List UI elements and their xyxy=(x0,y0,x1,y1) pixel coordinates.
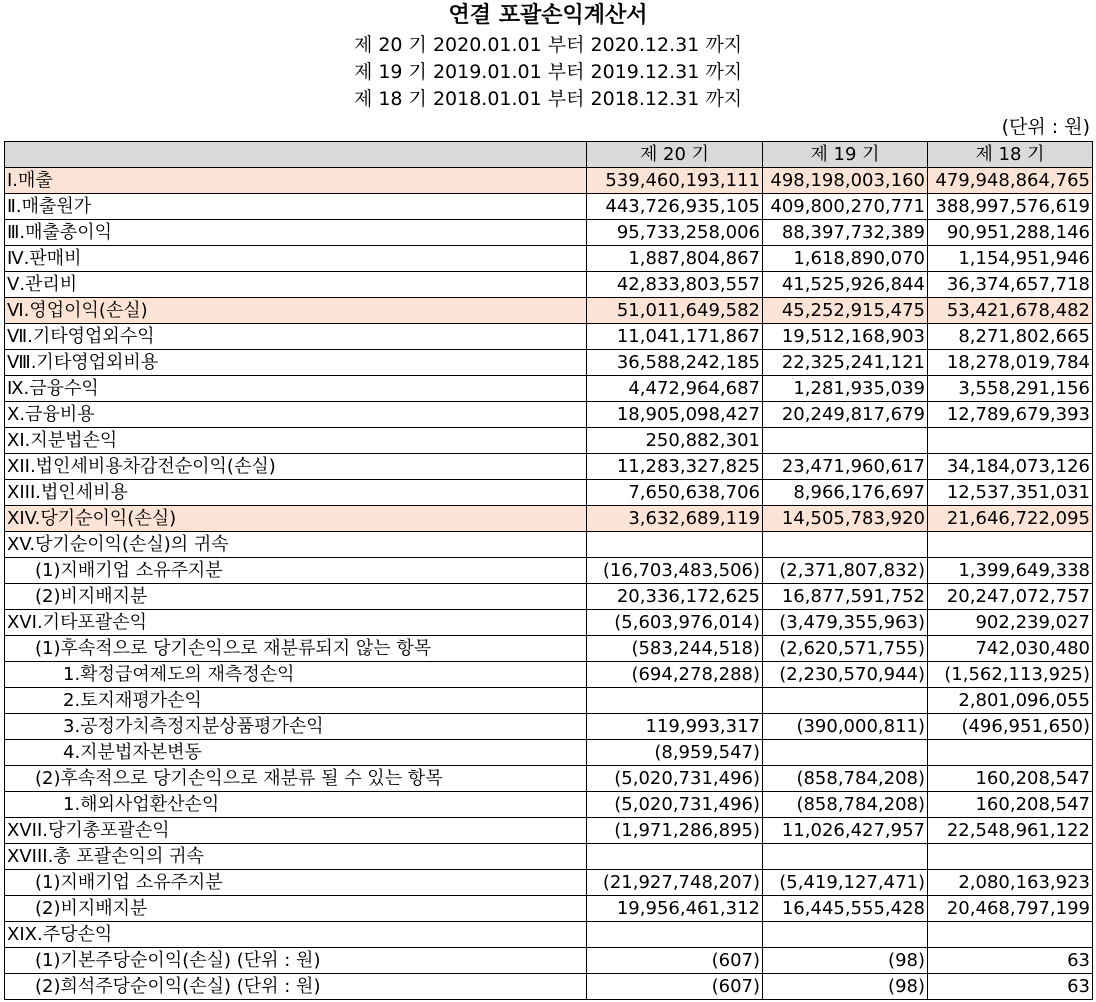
period-20-value: (16,703,483,506) xyxy=(587,558,763,584)
period-18-value xyxy=(928,532,1093,558)
period-18-value: 63 xyxy=(928,974,1093,1000)
period-20-value: (1,971,286,895) xyxy=(587,818,763,844)
table-row xyxy=(5,688,1093,714)
period-18-value: 36,374,657,718 xyxy=(928,272,1093,298)
period-19-value: 8,966,176,697 xyxy=(763,480,928,506)
table-row xyxy=(5,636,1093,662)
table-row xyxy=(5,194,1093,220)
table-row xyxy=(5,298,1093,324)
table-row xyxy=(5,376,1093,402)
table-row xyxy=(5,766,1093,792)
account-label: XIX.주당손익 xyxy=(5,922,587,948)
period-19-value xyxy=(763,532,928,558)
unit-label: (단위 : 원) xyxy=(1001,116,1090,138)
period-18-value: 1,154,951,946 xyxy=(928,246,1093,272)
table-row xyxy=(5,558,1093,584)
account-label: XVIII.총 포괄손익의 귀속 xyxy=(5,844,587,870)
period-line-3: 제 18 기 2018.01.01 부터 2018.12.31 까지 xyxy=(353,88,743,110)
account-label: 1.확정급여제도의 재측정손익 xyxy=(5,662,587,688)
period-20-value: (607) xyxy=(587,948,763,974)
period-20-value: (694,278,288) xyxy=(587,662,763,688)
table-row xyxy=(5,818,1093,844)
period-20-value: 119,993,317 xyxy=(587,714,763,740)
period-20-value: 51,011,649,582 xyxy=(587,298,763,324)
period-19-value: (5,419,127,471) xyxy=(763,870,928,896)
period-18-value: 34,184,073,126 xyxy=(928,454,1093,480)
header-period-19: 제 19 기 xyxy=(763,142,928,168)
account-label: 1.해외사업환산손익 xyxy=(5,792,587,818)
period-20-value: 3,632,689,119 xyxy=(587,506,763,532)
income-statement-table xyxy=(4,141,1093,1000)
account-label: (1)기본주당순이익(손실) (단위 : 원) xyxy=(5,948,587,974)
period-19-value xyxy=(763,844,928,870)
account-label: Ⅳ.판매비 xyxy=(5,246,587,272)
table-header-row xyxy=(5,142,1093,168)
account-label: Ⅸ.금융수익 xyxy=(5,376,587,402)
period-19-value: 409,800,270,771 xyxy=(763,194,928,220)
account-label: 4.지분법자본변동 xyxy=(5,740,587,766)
table-row xyxy=(5,402,1093,428)
period-20-value: 42,833,803,557 xyxy=(587,272,763,298)
table-row xyxy=(5,662,1093,688)
period-19-value: 45,252,915,475 xyxy=(763,298,928,324)
table-row xyxy=(5,974,1093,1000)
period-20-value xyxy=(587,844,763,870)
period-19-value: 22,325,241,121 xyxy=(763,350,928,376)
account-label: (2)후속적으로 당기손익으로 재분류 될 수 있는 항목 xyxy=(5,766,587,792)
period-18-value: 388,997,576,619 xyxy=(928,194,1093,220)
account-label: 2.토지재평가손익 xyxy=(5,688,587,714)
period-20-value: 539,460,193,111 xyxy=(587,168,763,194)
period-18-value: 12,537,351,031 xyxy=(928,480,1093,506)
period-18-value: (496,951,650) xyxy=(928,714,1093,740)
table-row xyxy=(5,610,1093,636)
account-label: (2)희석주당순이익(손실) (단위 : 원) xyxy=(5,974,587,1000)
period-18-value: 21,646,722,095 xyxy=(928,506,1093,532)
period-20-value: (5,603,976,014) xyxy=(587,610,763,636)
report-title: 연결 포괄손익계산서 xyxy=(448,3,648,28)
period-18-value: 63 xyxy=(928,948,1093,974)
period-18-value: 2,801,096,055 xyxy=(928,688,1093,714)
account-label: XII.법인세비용차감전순이익(손실) xyxy=(5,454,587,480)
period-18-value: 20,247,072,757 xyxy=(928,584,1093,610)
account-label: (1)지배기업 소유주지분 xyxy=(5,870,587,896)
table-row xyxy=(5,792,1093,818)
header-account xyxy=(5,142,587,168)
period-20-value: (8,959,547) xyxy=(587,740,763,766)
period-20-value: 11,041,171,867 xyxy=(587,324,763,350)
period-20-value: 20,336,172,625 xyxy=(587,584,763,610)
period-20-value: 1,887,804,867 xyxy=(587,246,763,272)
period-19-value xyxy=(763,740,928,766)
table-row xyxy=(5,454,1093,480)
period-19-value: (2,371,807,832) xyxy=(763,558,928,584)
table-row xyxy=(5,532,1093,558)
period-18-value: 90,951,288,146 xyxy=(928,220,1093,246)
account-label: (1)지배기업 소유주지분 xyxy=(5,558,587,584)
account-label: XIV.당기순이익(손실) xyxy=(5,506,587,532)
table-row xyxy=(5,272,1093,298)
period-18-value xyxy=(928,844,1093,870)
period-20-value: 95,733,258,006 xyxy=(587,220,763,246)
period-19-value: 1,618,890,070 xyxy=(763,246,928,272)
table-row xyxy=(5,350,1093,376)
period-20-value: (5,020,731,496) xyxy=(587,792,763,818)
account-label: Ⅰ.매출 xyxy=(5,168,587,194)
period-18-value: 53,421,678,482 xyxy=(928,298,1093,324)
period-18-value: 8,271,802,665 xyxy=(928,324,1093,350)
period-20-value: 19,956,461,312 xyxy=(587,896,763,922)
period-19-value: (2,620,571,755) xyxy=(763,636,928,662)
period-19-value: (98) xyxy=(763,948,928,974)
period-20-value xyxy=(587,688,763,714)
period-19-value: 16,445,555,428 xyxy=(763,896,928,922)
period-19-value: 11,026,427,957 xyxy=(763,818,928,844)
period-18-value: (1,562,113,925) xyxy=(928,662,1093,688)
table-row xyxy=(5,428,1093,454)
account-label: XVII.당기총포괄손익 xyxy=(5,818,587,844)
table-row xyxy=(5,168,1093,194)
table-row xyxy=(5,844,1093,870)
table-row xyxy=(5,480,1093,506)
account-label: (2)비지배지분 xyxy=(5,584,587,610)
account-label: (2)비지배지분 xyxy=(5,896,587,922)
period-18-value: 22,548,961,122 xyxy=(928,818,1093,844)
period-18-value: 18,278,019,784 xyxy=(928,350,1093,376)
account-label: Ⅵ.영업이익(손실) xyxy=(5,298,587,324)
table-row xyxy=(5,506,1093,532)
period-20-value: 4,472,964,687 xyxy=(587,376,763,402)
header-period-18: 제 18 기 xyxy=(928,142,1093,168)
account-label: Ⅹ.금융비용 xyxy=(5,402,587,428)
period-18-value: 1,399,649,338 xyxy=(928,558,1093,584)
period-line-2: 제 19 기 2019.01.01 부터 2019.12.31 까지 xyxy=(353,61,743,83)
period-19-value: 498,198,003,160 xyxy=(763,168,928,194)
account-label: (1)후속적으로 당기손익으로 재분류되지 않는 항목 xyxy=(5,636,587,662)
period-19-value: (858,784,208) xyxy=(763,766,928,792)
account-label: XV.당기순이익(손실)의 귀속 xyxy=(5,532,587,558)
period-19-value: (98) xyxy=(763,974,928,1000)
table-row xyxy=(5,246,1093,272)
table-body xyxy=(5,168,1093,1000)
period-18-value xyxy=(928,428,1093,454)
period-19-value: 88,397,732,389 xyxy=(763,220,928,246)
period-19-value xyxy=(763,428,928,454)
period-20-value xyxy=(587,922,763,948)
period-18-value: 12,789,679,393 xyxy=(928,402,1093,428)
period-19-value: 19,512,168,903 xyxy=(763,324,928,350)
account-label: Ⅶ.기타영업외수익 xyxy=(5,324,587,350)
table-row xyxy=(5,220,1093,246)
account-label: Ⅱ.매출원가 xyxy=(5,194,587,220)
period-19-value: 14,505,783,920 xyxy=(763,506,928,532)
period-19-value: 20,249,817,679 xyxy=(763,402,928,428)
account-label: XIII.법인세비용 xyxy=(5,480,587,506)
period-19-value: 41,525,926,844 xyxy=(763,272,928,298)
table-row xyxy=(5,922,1093,948)
period-20-value: 7,650,638,706 xyxy=(587,480,763,506)
period-19-value: 1,281,935,039 xyxy=(763,376,928,402)
period-20-value: (21,927,748,207) xyxy=(587,870,763,896)
table-row xyxy=(5,870,1093,896)
period-20-value: (607) xyxy=(587,974,763,1000)
account-label: Ⅴ.관리비 xyxy=(5,272,587,298)
period-20-value: 36,588,242,185 xyxy=(587,350,763,376)
account-label: XVI.기타포괄손익 xyxy=(5,610,587,636)
period-18-value: 902,239,027 xyxy=(928,610,1093,636)
period-19-value xyxy=(763,922,928,948)
period-20-value: 11,283,327,825 xyxy=(587,454,763,480)
period-19-value: (858,784,208) xyxy=(763,792,928,818)
table-row xyxy=(5,584,1093,610)
period-19-value xyxy=(763,688,928,714)
period-19-value: (390,000,811) xyxy=(763,714,928,740)
account-label: Ⅷ.기타영업외비용 xyxy=(5,350,587,376)
table-row xyxy=(5,324,1093,350)
period-20-value: 250,882,301 xyxy=(587,428,763,454)
period-20-value: (583,244,518) xyxy=(587,636,763,662)
period-19-value: 23,471,960,617 xyxy=(763,454,928,480)
period-18-value: 160,208,547 xyxy=(928,766,1093,792)
period-20-value xyxy=(587,532,763,558)
period-18-value: 20,468,797,199 xyxy=(928,896,1093,922)
period-line-1: 제 20 기 2020.01.01 부터 2020.12.31 까지 xyxy=(353,34,743,56)
period-18-value: 742,030,480 xyxy=(928,636,1093,662)
account-label: XI.지분법손익 xyxy=(5,428,587,454)
account-label: Ⅲ.매출총이익 xyxy=(5,220,587,246)
period-19-value: 16,877,591,752 xyxy=(763,584,928,610)
period-20-value: 18,905,098,427 xyxy=(587,402,763,428)
period-18-value: 479,948,864,765 xyxy=(928,168,1093,194)
period-18-value xyxy=(928,740,1093,766)
period-18-value: 2,080,163,923 xyxy=(928,870,1093,896)
period-18-value: 160,208,547 xyxy=(928,792,1093,818)
header-period-20: 제 20 기 xyxy=(587,142,763,168)
table-row xyxy=(5,714,1093,740)
period-18-value xyxy=(928,922,1093,948)
period-19-value: (3,479,355,963) xyxy=(763,610,928,636)
table-row xyxy=(5,948,1093,974)
period-18-value: 3,558,291,156 xyxy=(928,376,1093,402)
period-20-value: (5,020,731,496) xyxy=(587,766,763,792)
table-row xyxy=(5,740,1093,766)
account-label: 3.공정가치측정지분상품평가손익 xyxy=(5,714,587,740)
table-row xyxy=(5,896,1093,922)
period-20-value: 443,726,935,105 xyxy=(587,194,763,220)
period-19-value: (2,230,570,944) xyxy=(763,662,928,688)
